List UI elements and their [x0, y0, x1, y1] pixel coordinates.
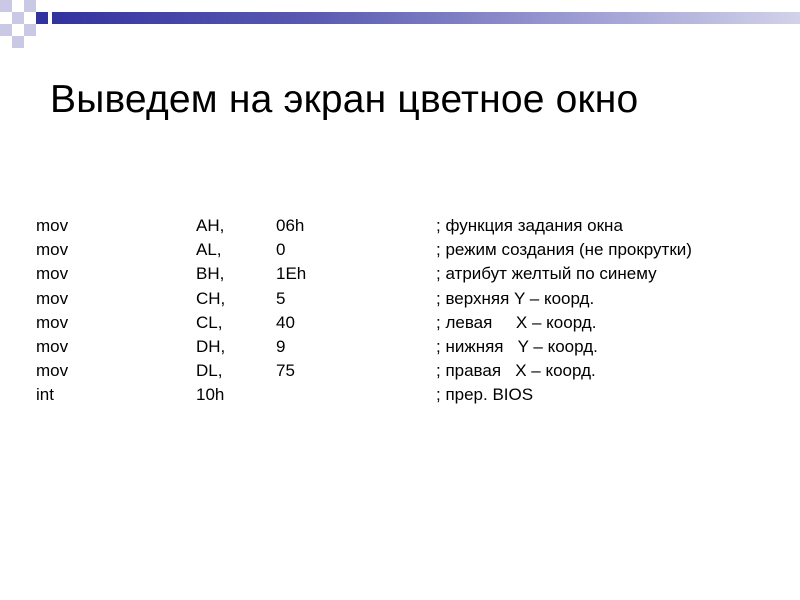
operand-value: 1Eh	[276, 264, 307, 284]
decor-square	[0, 24, 12, 36]
header-gradient-bar	[52, 12, 800, 24]
operand-register: AH,	[196, 216, 225, 235]
decor-square	[24, 24, 36, 36]
instruction: int	[36, 385, 54, 405]
instruction: mov	[36, 216, 69, 235]
instruction: mov	[36, 312, 69, 332]
slide-decoration	[0, 0, 800, 50]
operand-register: DH,	[196, 336, 226, 356]
decor-square	[36, 12, 48, 24]
code-comment: ; функция задания окна	[436, 216, 623, 235]
decor-square	[24, 0, 36, 12]
code-comment: ; режим создания (не прокрутки)	[436, 240, 692, 260]
operand-value: 5	[276, 288, 286, 308]
operand-register: BH,	[196, 264, 225, 284]
code-comment: ; прер. BIOS	[436, 385, 534, 405]
operand-value: 40	[276, 312, 295, 332]
operand-value: 75	[276, 361, 295, 381]
operand-register: CL,	[196, 312, 223, 332]
code-comment: ; нижняя Y – коорд.	[436, 336, 598, 356]
instruction: mov	[36, 361, 69, 381]
operand-value: 9	[276, 336, 286, 356]
decor-square	[12, 12, 24, 24]
operand-register: 10h	[196, 385, 225, 405]
operand-value: 06h	[276, 216, 305, 235]
decor-square	[0, 0, 12, 12]
code-comment: ; верхняя Y – коорд.	[436, 288, 595, 308]
code-comment: ; правая X – коорд.	[436, 361, 596, 381]
code-comment: ; атрибут желтый по синему	[436, 264, 657, 284]
operand-value: 0	[276, 240, 286, 260]
operand-register: CH,	[196, 288, 226, 308]
instruction: mov	[36, 288, 69, 308]
instruction: mov	[36, 264, 69, 284]
operand-register: DL,	[196, 361, 223, 381]
code-comment: ; левая X – коорд.	[436, 312, 597, 332]
decor-square	[12, 36, 24, 48]
instruction: mov	[36, 336, 69, 356]
operand-register: AL,	[196, 240, 222, 260]
slide-title: Выведем на экран цветное окно	[50, 78, 639, 121]
instruction: mov	[36, 240, 69, 260]
